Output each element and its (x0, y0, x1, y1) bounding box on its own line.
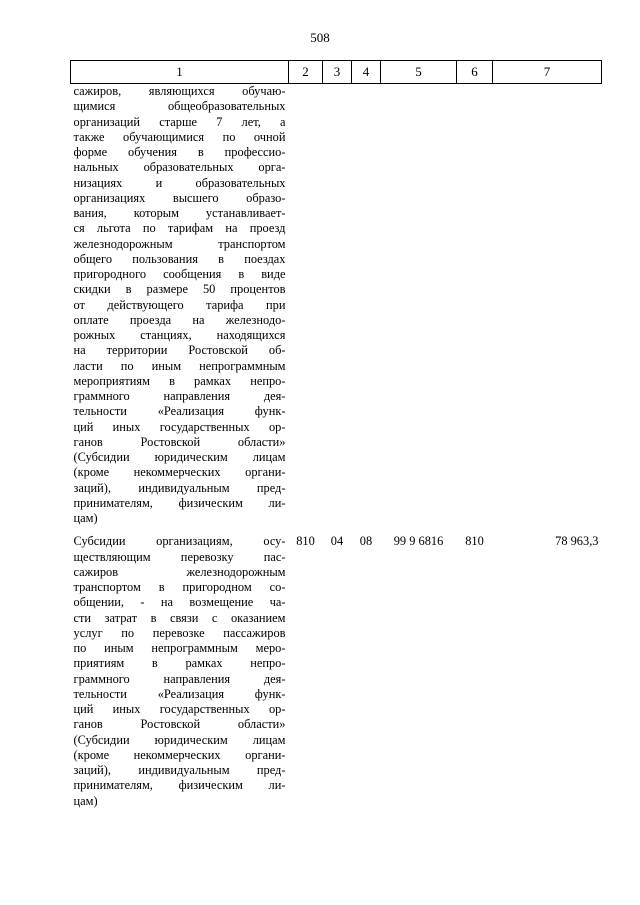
description-line: ций иных государственных ор- (73, 702, 286, 716)
description-line: от действующего тарифа при (73, 297, 286, 312)
description-line: (кроме некоммерческих органи- (73, 465, 286, 480)
description-line: тельности «Реализация функ- (73, 404, 286, 419)
description-line: (Субсидии юридическим лицам (73, 450, 286, 464)
column-header-6: 6 (457, 61, 493, 84)
description-line: пригородного сообщения в виде (73, 267, 286, 281)
description-line: оплате проезда на железнодо- (73, 312, 286, 327)
cell-subsection (352, 84, 381, 527)
description-line: сажиров железнодорожным (73, 564, 286, 579)
description-line: низациях и образовательных (73, 175, 286, 190)
description-line: форме обучения в профессио- (73, 145, 286, 159)
cell-expense-type: 810 (465, 534, 484, 549)
description-line: Субсидии организациям, осу- (73, 534, 286, 549)
cell-ministry-code (289, 84, 323, 527)
column-header-2: 2 (289, 61, 323, 84)
description-line: сти затрат в связи с оказанием (73, 610, 286, 625)
description-line: рожных станциях, находящихся (73, 328, 286, 342)
description-line: тельности «Реализация функ- (73, 686, 286, 701)
cell-section (323, 84, 352, 527)
description-line: ласти по иным непрограммным (73, 358, 286, 373)
cell-subsection: 08 (359, 534, 373, 549)
cell-section: 04 (330, 534, 344, 549)
description-line: ществляющим перевозку пас- (73, 549, 286, 564)
description-line: ганов Ростовской области» (73, 717, 286, 732)
description-line: мероприятиям в рамках непро- (73, 373, 286, 388)
description-line: общего пользования в поездах (73, 251, 286, 266)
page-number: 508 (310, 30, 330, 45)
column-header-1: 1 (71, 61, 289, 84)
description-line: сажиров, являющихся обучаю- (73, 84, 286, 98)
row-description (71, 84, 289, 527)
cell-ministry-code: 810 (296, 534, 315, 549)
description-line: приятиям в рамках непро- (73, 656, 286, 671)
description-line: транспортом в пригородном со- (73, 580, 286, 594)
description-line: (кроме некоммерческих органи- (73, 747, 286, 762)
cell-amount (493, 84, 602, 527)
budget-table (70, 60, 602, 809)
description-line: щимися общеобразовательных (73, 99, 286, 114)
column-header-3: 3 (323, 61, 352, 84)
description-line: цам) (73, 793, 98, 808)
table-row (71, 534, 602, 809)
description-line: заций), индивидуальным пред- (73, 480, 286, 495)
description-line: общении, - на возмещение ча- (73, 595, 286, 610)
description-line: ся льгота по тарифам на проезд (73, 221, 286, 236)
description-line: принимателям, физическим ли- (73, 778, 286, 793)
description-line: ций иных государственных ор- (73, 419, 286, 434)
description-line: скидки в размере 50 процентов (73, 282, 286, 297)
description-line: граммного направления дея- (73, 671, 286, 686)
column-header-5: 5 (381, 61, 457, 84)
description-line: на территории Ростовской об- (73, 343, 286, 358)
cell-target-article: 99 9 6816 (393, 534, 444, 549)
description-line: цам) (73, 511, 98, 525)
cell-expense-type (457, 84, 493, 527)
description-line: заций), индивидуальным пред- (73, 763, 286, 777)
table-header-row (71, 61, 602, 84)
row-spacer (71, 526, 602, 534)
description-line: также обучающимися по очной (73, 129, 286, 144)
description-line: вания, которым устанавливает- (73, 206, 286, 220)
description-line: железнодорожным транспортом (73, 236, 286, 251)
column-header-7: 7 (493, 61, 602, 84)
description-line: граммного направления дея- (73, 389, 286, 403)
description-line: услуг по перевозке пассажиров (73, 625, 286, 640)
description-line: организациях высшего образо- (73, 190, 286, 205)
cell-target-article (381, 84, 457, 527)
description-line: нальных образовательных орга- (73, 160, 286, 175)
description-line: организаций старше 7 лет, а (73, 114, 286, 129)
description-line: (Субсидии юридическим лицам (73, 732, 286, 747)
description-line: ганов Ростовской области» (73, 434, 286, 449)
row-description (71, 534, 289, 809)
table-row (71, 84, 602, 527)
column-header-4: 4 (352, 61, 381, 84)
cell-amount: 78 963,3 (555, 534, 599, 549)
description-line: принимателям, физическим ли- (73, 495, 286, 510)
description-line: по иным непрограммным меро- (73, 641, 286, 655)
